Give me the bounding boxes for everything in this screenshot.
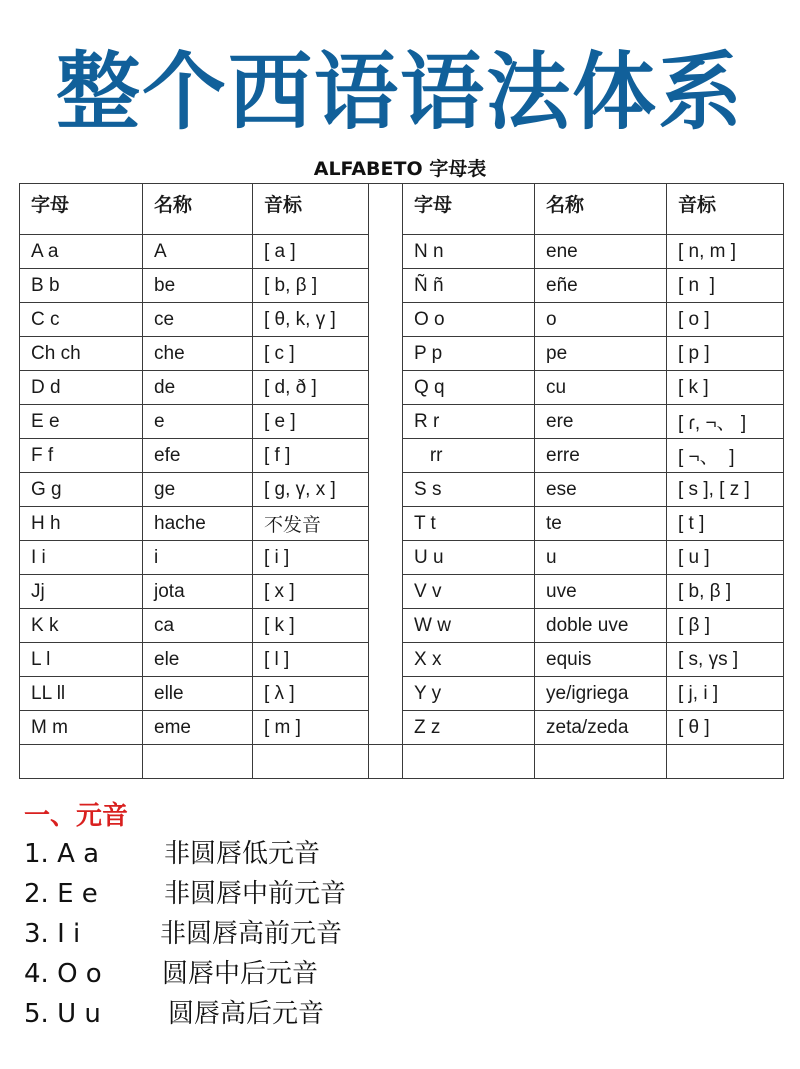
letter-cell: W w <box>403 609 535 643</box>
letter-cell: A a <box>20 235 143 269</box>
vowel-item <box>24 914 343 954</box>
name-cell: equis <box>535 643 667 677</box>
sound-cell: [ p ] <box>667 337 784 371</box>
spacer-cell <box>369 473 403 507</box>
sound-cell: [ k ] <box>253 609 369 643</box>
name-cell: elle <box>143 677 253 711</box>
vowel-item <box>24 874 347 914</box>
sound-cell: [ b, β ] <box>253 269 369 303</box>
name-cell: de <box>143 371 253 405</box>
table-row <box>20 269 784 303</box>
letter-cell: X x <box>403 643 535 677</box>
letter-cell: Ch ch <box>20 337 143 371</box>
sound-cell: [ x ] <box>253 575 369 609</box>
name-cell: ene <box>535 235 667 269</box>
vowel-description: 圆唇高后元音 <box>168 999 325 1029</box>
header-sound-right: 音标 <box>667 184 784 235</box>
sound-cell: [ j, i ] <box>667 677 784 711</box>
vowel-letter: 3. I i <box>24 919 81 949</box>
letter-cell: Y y <box>403 677 535 711</box>
table-row <box>20 473 784 507</box>
letter-cell: P p <box>403 337 535 371</box>
sound-cell: [ ɾ, ¬、 ] <box>667 405 784 439</box>
header-letter-right: 字母 <box>403 184 535 235</box>
letter-cell: G g <box>20 473 143 507</box>
spacer-cell <box>369 371 403 405</box>
sound-cell: [ c ] <box>253 337 369 371</box>
table-row <box>20 337 784 371</box>
sound-cell: [ k ] <box>667 371 784 405</box>
sound-cell: [ a ] <box>253 235 369 269</box>
name-cell: doble uve <box>535 609 667 643</box>
table-row <box>20 405 784 439</box>
table-caption: ALFABETO 字母表 <box>313 158 487 180</box>
sound-cell: [ s ], [ z ] <box>667 473 784 507</box>
spacer-cell <box>369 609 403 643</box>
sound-cell: [ β ] <box>667 609 784 643</box>
sound-cell: 不发音 <box>253 507 369 541</box>
table-row <box>20 303 784 337</box>
sound-cell: [ u ] <box>667 541 784 575</box>
sound-cell: [ λ ] <box>253 677 369 711</box>
empty-cell <box>535 745 667 779</box>
name-cell: e <box>143 405 253 439</box>
name-cell: ere <box>535 405 667 439</box>
sound-cell: [ s, γs ] <box>667 643 784 677</box>
letter-cell: O o <box>403 303 535 337</box>
letter-cell: Ñ ñ <box>403 269 535 303</box>
letter-cell: T t <box>403 507 535 541</box>
sound-cell: [ g, γ, x ] <box>253 473 369 507</box>
sound-cell: [ t ] <box>667 507 784 541</box>
spacer-cell <box>369 677 403 711</box>
name-cell: zeta/zeda <box>535 711 667 745</box>
letter-cell: B b <box>20 269 143 303</box>
name-cell: te <box>535 507 667 541</box>
table-row <box>20 609 784 643</box>
name-cell: erre <box>535 439 667 473</box>
name-cell: ese <box>535 473 667 507</box>
name-cell: be <box>143 269 253 303</box>
empty-cell <box>403 745 535 779</box>
sound-cell: [ m ] <box>253 711 369 745</box>
letter-cell: Q q <box>403 371 535 405</box>
name-cell: ele <box>143 643 253 677</box>
vowel-letter: 2. E e <box>24 879 98 909</box>
letter-cell: H h <box>20 507 143 541</box>
empty-cell <box>253 745 369 779</box>
name-cell: o <box>535 303 667 337</box>
letter-cell: I i <box>20 541 143 575</box>
name-cell: efe <box>143 439 253 473</box>
spacer-cell <box>369 439 403 473</box>
name-cell: jota <box>143 575 253 609</box>
spacer-cell <box>369 303 403 337</box>
table-row <box>20 507 784 541</box>
letter-cell: LL ll <box>20 677 143 711</box>
name-cell: eme <box>143 711 253 745</box>
header-sound-left: 音标 <box>253 184 369 235</box>
sound-cell: [ l ] <box>253 643 369 677</box>
spacer-cell <box>369 711 403 745</box>
letter-cell: D d <box>20 371 143 405</box>
name-cell: cu <box>535 371 667 405</box>
name-cell: A <box>143 235 253 269</box>
table-row <box>20 439 784 473</box>
spacer-cell <box>369 235 403 269</box>
empty-cell <box>143 745 253 779</box>
alphabet-table <box>19 183 784 779</box>
table-row <box>20 235 784 269</box>
vowel-item <box>24 834 321 874</box>
vowels-section <box>24 798 347 1034</box>
spacer-cell <box>369 745 403 779</box>
name-cell: ca <box>143 609 253 643</box>
name-cell: u <box>535 541 667 575</box>
sound-cell: [ i ] <box>253 541 369 575</box>
table-row <box>20 711 784 745</box>
header-name-left: 名称 <box>143 184 253 235</box>
table-header-row <box>20 184 784 235</box>
vowel-letter: 1. A a <box>24 839 100 869</box>
table-row <box>20 643 784 677</box>
sound-cell: [ d, ð ] <box>253 371 369 405</box>
vowel-list <box>24 834 347 1034</box>
spacer-cell <box>369 184 403 235</box>
letter-cell: N n <box>403 235 535 269</box>
letter-cell: K k <box>20 609 143 643</box>
vowel-description: 非圆唇中前元音 <box>164 879 347 909</box>
vowels-heading: 一、元音 <box>24 801 129 831</box>
sound-cell: [ ¬、 ] <box>667 439 784 473</box>
table-row <box>20 371 784 405</box>
vowel-description: 非圆唇高前元音 <box>160 919 343 949</box>
name-cell: pe <box>535 337 667 371</box>
sound-cell: [ f ] <box>253 439 369 473</box>
spacer-cell <box>369 507 403 541</box>
letter-cell: F f <box>20 439 143 473</box>
letter-cell: rr <box>403 439 535 473</box>
spacer-cell <box>369 405 403 439</box>
letter-cell: V v <box>403 575 535 609</box>
sound-cell: [ b, β ] <box>667 575 784 609</box>
letter-cell: E e <box>20 405 143 439</box>
sound-cell: [ o ] <box>667 303 784 337</box>
letter-cell: S s <box>403 473 535 507</box>
name-cell: eñe <box>535 269 667 303</box>
table-row <box>20 541 784 575</box>
vowel-description: 圆唇中后元音 <box>162 959 319 989</box>
vowel-item <box>24 994 325 1034</box>
vowel-letter: 4. O o <box>24 959 102 989</box>
name-cell: hache <box>143 507 253 541</box>
letter-cell: R r <box>403 405 535 439</box>
empty-cell <box>20 745 143 779</box>
sound-cell: [ n ] <box>667 269 784 303</box>
letter-cell: L l <box>20 643 143 677</box>
sound-cell: [ n, m ] <box>667 235 784 269</box>
empty-cell <box>667 745 784 779</box>
spacer-cell <box>369 541 403 575</box>
name-cell: ye/igriega <box>535 677 667 711</box>
letter-cell: Jj <box>20 575 143 609</box>
vowel-letter: 5. U u <box>24 999 101 1029</box>
sound-cell: [ e ] <box>253 405 369 439</box>
table-row <box>20 677 784 711</box>
letter-cell: C c <box>20 303 143 337</box>
spacer-cell <box>369 643 403 677</box>
vowel-item <box>24 954 319 994</box>
sound-cell: [ θ, k, γ ] <box>253 303 369 337</box>
letter-cell: U u <box>403 541 535 575</box>
header-name-right: 名称 <box>535 184 667 235</box>
header-letter-left: 字母 <box>20 184 143 235</box>
letter-cell: M m <box>20 711 143 745</box>
page-title: 整个西语语法体系 <box>55 43 744 141</box>
vowel-description: 非圆唇低元音 <box>164 839 321 869</box>
name-cell: che <box>143 337 253 371</box>
name-cell: uve <box>535 575 667 609</box>
empty-table-row <box>20 745 784 779</box>
spacer-cell <box>369 269 403 303</box>
spacer-cell <box>369 575 403 609</box>
table-row <box>20 575 784 609</box>
name-cell: i <box>143 541 253 575</box>
sound-cell: [ θ ] <box>667 711 784 745</box>
name-cell: ge <box>143 473 253 507</box>
name-cell: ce <box>143 303 253 337</box>
spacer-cell <box>369 337 403 371</box>
letter-cell: Z z <box>403 711 535 745</box>
